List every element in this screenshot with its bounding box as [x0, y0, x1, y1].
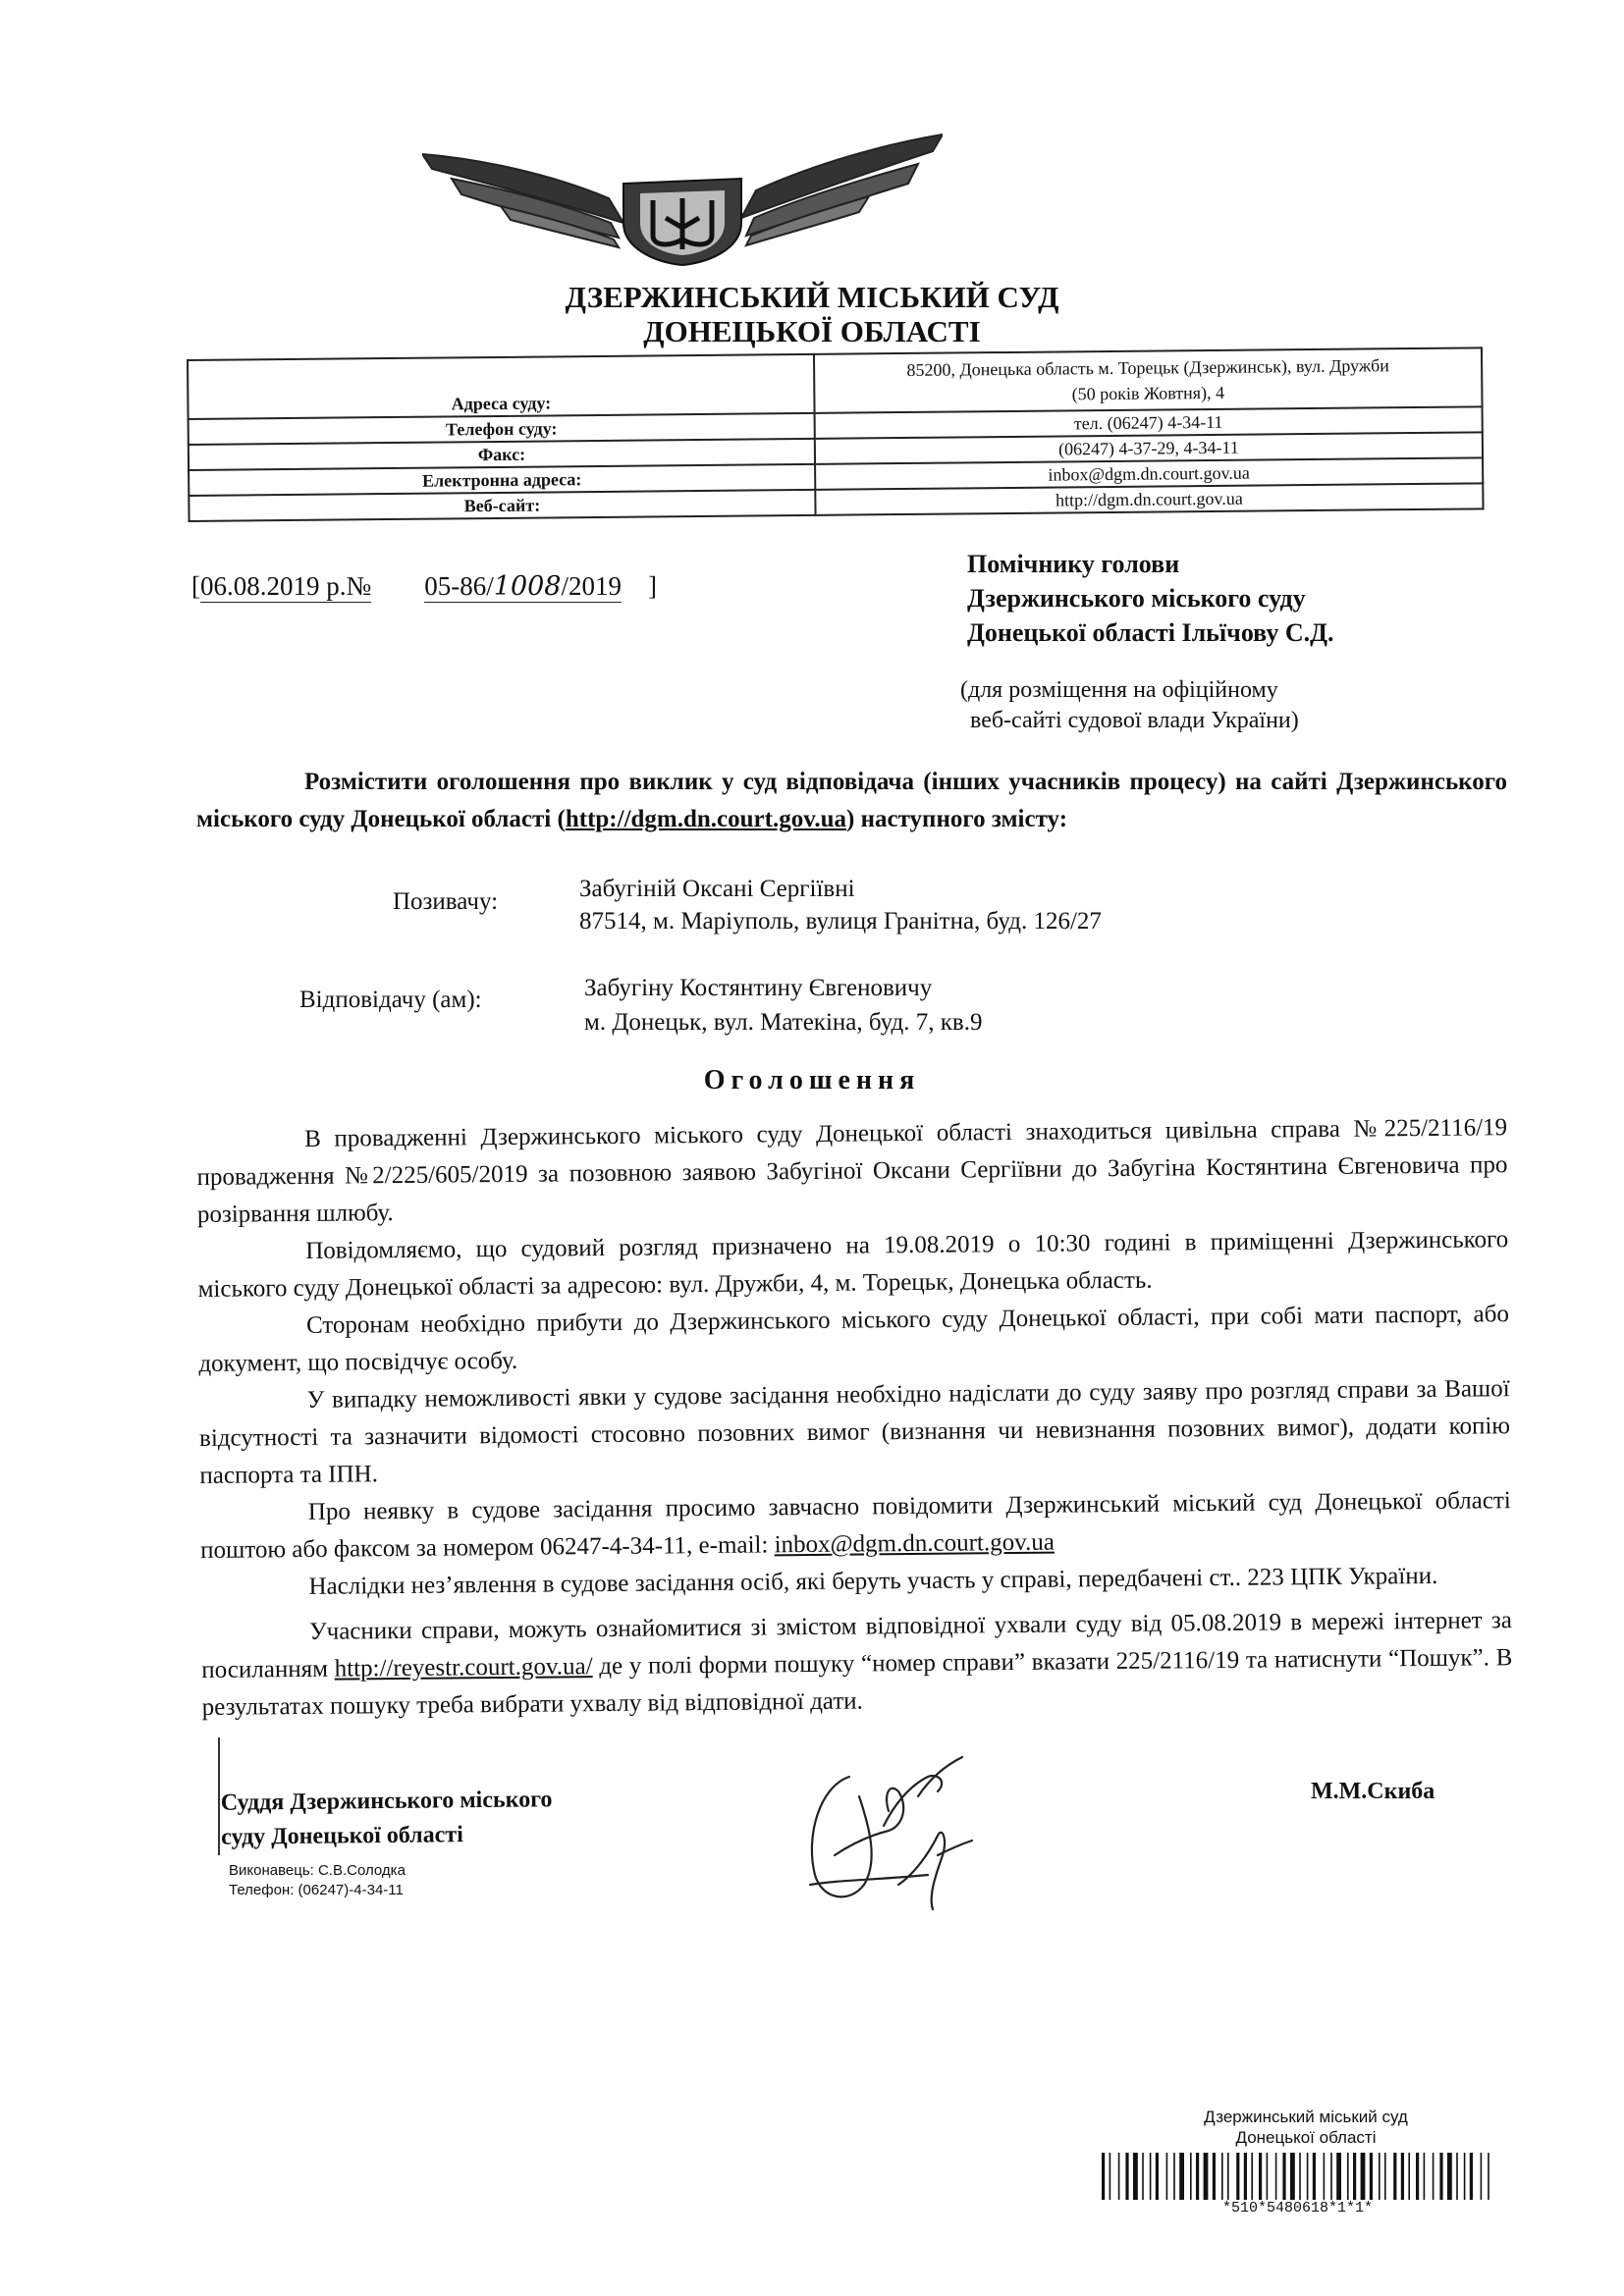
reference-number: 05-86/1008/2019 — [424, 571, 622, 602]
judge-name: М.М.Скиба — [1311, 1779, 1435, 1804]
website-value: http://dgm.dn.court.gov.ua — [815, 483, 1483, 515]
note-line1: (для розміщення на офіційному — [960, 677, 1278, 703]
registry-link[interactable]: http://reyestr.court.gov.ua/ — [334, 1653, 593, 1682]
court-site-link[interactable]: http://dgm.dn.court.gov.ua — [565, 806, 847, 832]
fax-label: Факс: — [189, 439, 815, 470]
defendant-address: м. Донецьк, вул. Матекіна, буд. 7, кв.9 — [584, 1009, 983, 1036]
court-name-line2: ДОНЕЦЬКОЇ ОБЛАСТІ — [643, 314, 981, 348]
bracket-open: [ — [191, 571, 200, 601]
address-label: Адреса суду: — [188, 354, 815, 419]
addressee-line1: Помічнику голови — [967, 550, 1180, 578]
body-paragraph-5: Про неявку в судове засідання просимо завчасно повідомити Дзержинський міський суд Донецької області поштою або факсом за номером 06247-4-34-11, e-mail: inbox@dgm.dn.court.gov.ua — [200, 1487, 1511, 1564]
body-paragraph-1: В провадженні Дзержинського міського суду Донецької області знаходиться цивільна справа №225/2116/19 провадження №2/225/605/2019 за позовною заявою Забугіної Оксани Сергіївни до Забугіна Костянтина Євгеновича про розірвання шлюбу. — [196, 1114, 1508, 1228]
margin-line — [218, 1737, 220, 1855]
handwritten-signature-icon — [790, 1737, 987, 1924]
intro-paragraph: Розмістити оголошення про виклик у суд відповідача (інших учасників процесу) на сайті Дзержинського міського суду Донецької області (http://dgm.dn.court.gov.ua) наступного змісту: — [196, 769, 1507, 832]
document-reference — [191, 571, 657, 603]
email-value: inbox@dgm.dn.court.gov.ua — [815, 457, 1483, 490]
body-paragraph-7: Учасники справи, можуть ознайомитися зі змістом відповідної ухвали суду від 05.08.2019 в мережі інтернет за посиланням http://reyestr.court.gov.ua/ де у полі форми пошуку “номер справи” вказати 225/2116/19 та натиснути “Пошук”. В результатах пошуку треба вибрати ухвалу від відповідної дати. — [201, 1607, 1513, 1721]
addressee-line3: Донецької області Ільїчову С.Д. — [967, 618, 1334, 647]
body-paragraph-6: Наслідки нез’явлення в судове засідання осіб, які беруть участь у справі, передбачені ст.. 223 ЦПК України. — [308, 1562, 1438, 1600]
body-paragraph-3: Сторонам необхідно прибути до Дзержинського міського суду Донецької області, при собі мати паспорт, або документ, що посвідчує особу. — [198, 1301, 1510, 1377]
announcement-body — [196, 1109, 1513, 1727]
reference-date: 06.08.2019 р.№ — [200, 571, 372, 601]
defendant-name: Забугіну Костянтину Євгеновичу — [584, 975, 933, 1001]
bracket-close: ] — [648, 571, 657, 601]
announcement-title: Оголошення — [703, 1065, 921, 1095]
note-line2: веб-сайті судової влади України) — [970, 708, 1299, 733]
phone-label: Телефон суду: — [189, 413, 815, 445]
judge-title: Суддя Дзержинського міського суду Донецької області — [220, 1787, 553, 1850]
barcode-number: *510*5480618*1*1* — [1222, 2200, 1374, 2216]
executor-info: Виконавець: С.В.Солодка Телефон: (06247)-4-34-11 — [229, 1862, 406, 1898]
website-label: Веб-сайт: — [189, 490, 815, 521]
body-paragraph-4: У випадку неможливості явки у судове засідання необхідно надіслати до суду заяву про розгляд справи за Вашої відсутності та зазначити відомості стосовно позовних вимог (визнання чи невизнання позовних вимог), додати копію паспорта та ІПН. — [198, 1375, 1511, 1489]
court-stamp: Дзержинський міський суд Донецької області — [1204, 2108, 1408, 2147]
email-label: Електронна адреса: — [189, 464, 815, 496]
court-email-link[interactable]: inbox@dgm.dn.court.gov.ua — [774, 1528, 1056, 1559]
barcode-icon — [1102, 2153, 1489, 2200]
plaintiff-label: Позивачу: — [393, 888, 499, 915]
addressee-line2: Дзержинського міського суду — [967, 584, 1306, 613]
address-value: 85200, Донецька область м. Торецьк (Дзержинськ), вул. Дружби (50 років Жовтня), 4 — [814, 347, 1483, 413]
trident-emblem-icon — [422, 130, 943, 267]
plaintiff-name: Забугіній Оксані Сергіївні — [579, 876, 855, 902]
body-paragraph-2: Повідомляємо, що судовий розгляд призначено на 19.08.2019 о 10:30 годині в приміщенні Дзержинського міського суду Донецької області за адресою: вул. Дружби, 4, м. Торецьк, Донецька область. — [197, 1226, 1509, 1303]
plaintiff-address: 87514, м. Маріуполь, вулиця Гранітна, буд. 126/27 — [579, 908, 1102, 934]
court-info-table — [187, 347, 1485, 522]
fax-value: (06247) 4-37-29, 4-34-11 — [815, 432, 1483, 464]
court-name-line1: ДЗЕРЖИНСЬКИЙ МІСЬКИЙ СУД — [565, 280, 1059, 314]
phone-value: тел. (06247) 4-34-11 — [815, 406, 1483, 439]
defendant-label: Відповідачу (ам): — [299, 987, 482, 1013]
